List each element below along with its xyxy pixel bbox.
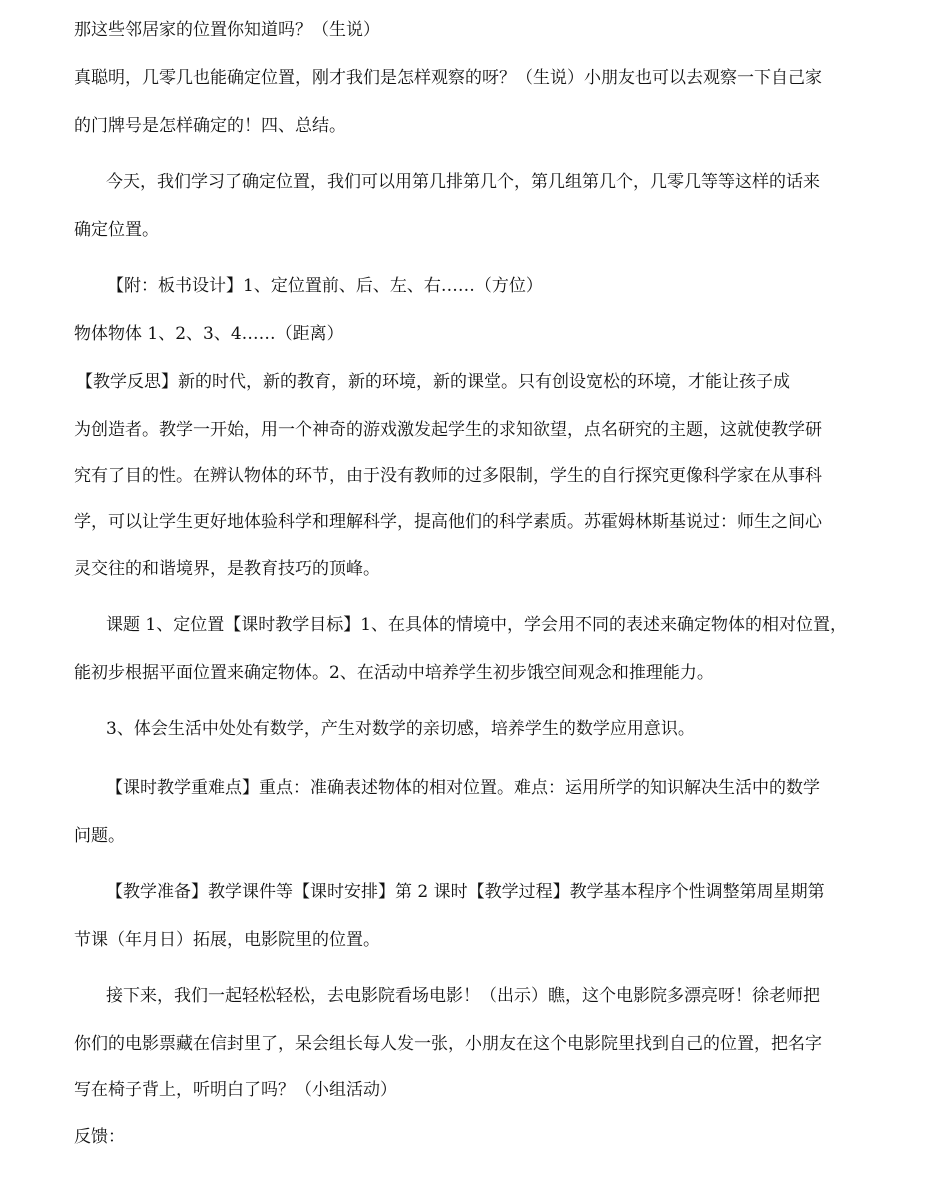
- text-line: 能初步根据平面位置来确定物体。2、在活动中培养学生初步饿空间观念和推理能力。: [74, 663, 714, 683]
- text-line: 接下来，我们一起轻松轻松，去电影院看场电影！（出示）瞧，这个电影院多漂亮呀！徐老师把: [106, 986, 820, 1006]
- text-line: 物体物体 1、2、3、4……（距离）: [74, 324, 344, 344]
- text-line: 那这些邻居家的位置你知道吗？（生说）: [74, 20, 380, 40]
- text-line: 灵交往的和谐境界，是教育技巧的顶峰。: [74, 559, 380, 579]
- text-line: 的门牌号是怎样确定的！四、总结。: [74, 116, 346, 136]
- text-line: 节课（年月日）拓展，电影院里的位置。: [74, 930, 380, 950]
- text-line: 学，可以让学生更好地体验科学和理解科学，提高他们的科学素质。苏霍姆林斯基说过：师生之间心: [74, 512, 822, 532]
- text-line: 【附：板书设计】1、定位置前、后、左、右……（方位）: [107, 276, 543, 296]
- text-line: 反馈：: [74, 1127, 125, 1147]
- text-line: 问题。: [74, 826, 125, 846]
- text-line: 3、体会生活中处处有数学，产生对数学的亲切感，培养学生的数学应用意识。: [106, 719, 695, 739]
- text-line: 写在椅子背上，听明白了吗？（小组活动）: [74, 1080, 397, 1100]
- text-line: 今天，我们学习了确定位置，我们可以用第几排第几个，第几组第几个，几零几等等这样的话来: [106, 172, 820, 192]
- text-line: 【课时教学重难点】重点：准确表述物体的相对位置。难点：运用所学的知识解决生活中的数学: [106, 778, 820, 798]
- text-line: 为创造者。教学一开始，用一个神奇的游戏激发起学生的求知欲望，点名研究的主题，这就使教学研: [74, 420, 822, 440]
- text-line: 【教学反思】新的时代，新的教育，新的环境，新的课堂。只有创设宽松的环境，才能让孩子成: [76, 372, 790, 392]
- text-line: 究有了目的性。在辨认物体的环节，由于没有教师的过多限制，学生的自行探究更像科学家在从事科: [74, 466, 822, 486]
- text-line: 你们的电影票藏在信封里了，呆会组长每人发一张，小朋友在这个电影院里找到自己的位置，把名字: [74, 1034, 822, 1054]
- text-line: 课题 1、定位置【课时教学目标】1、在具体的情境中，学会用不同的表述来确定物体的相对位置，: [106, 615, 848, 635]
- text-line: 【教学准备】教学课件等【课时安排】第 2 课时【教学过程】教学基本程序个性调整第周星期第: [106, 882, 825, 902]
- text-line: 真聪明，几零几也能确定位置，刚才我们是怎样观察的呀？（生说）小朋友也可以去观察一下自己家: [74, 68, 822, 88]
- text-line: 确定位置。: [74, 220, 159, 240]
